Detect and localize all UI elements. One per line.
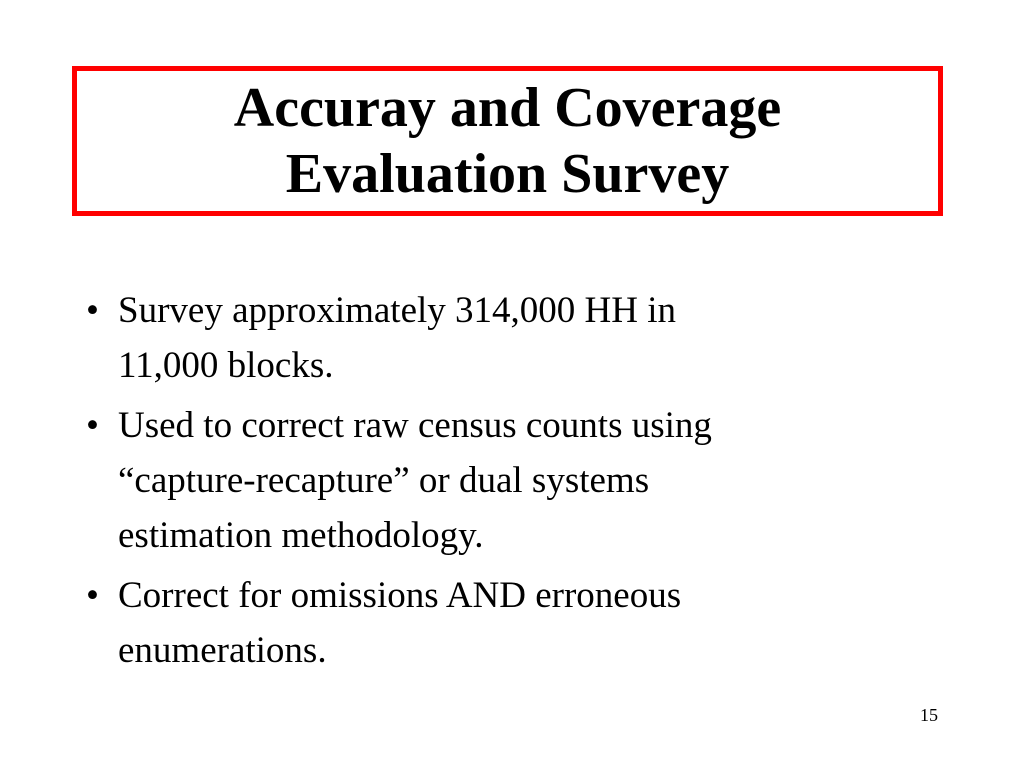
slide-title-line-2: Evaluation Survey [285,143,730,205]
page-number: 15 [920,705,938,725]
bullet-icon: • [86,290,99,331]
bullet-icon: • [86,575,99,616]
bullet-text-line: “capture-recapture” or dual systems [118,460,650,501]
bullet-icon: • [86,405,99,446]
slide-title-line-1: Accuray and Coverage [233,77,782,139]
bullet-list [86,283,906,683]
bullet-item-1 [86,283,906,393]
bullet-item-3 [86,568,906,678]
bullet-text-line: Survey approximately 314,000 HH in [118,290,676,331]
slide-title-box [72,66,943,216]
bullet-text-line: 11,000 blocks. [118,345,334,386]
bullet-text-line: estimation methodology. [118,515,484,556]
bullet-text-line: Correct for omissions AND erroneous [118,575,682,616]
bullet-item-2 [86,398,906,563]
bullet-text-line: enumerations. [118,630,327,671]
bullet-text-line: Used to correct raw census counts using [118,405,712,446]
